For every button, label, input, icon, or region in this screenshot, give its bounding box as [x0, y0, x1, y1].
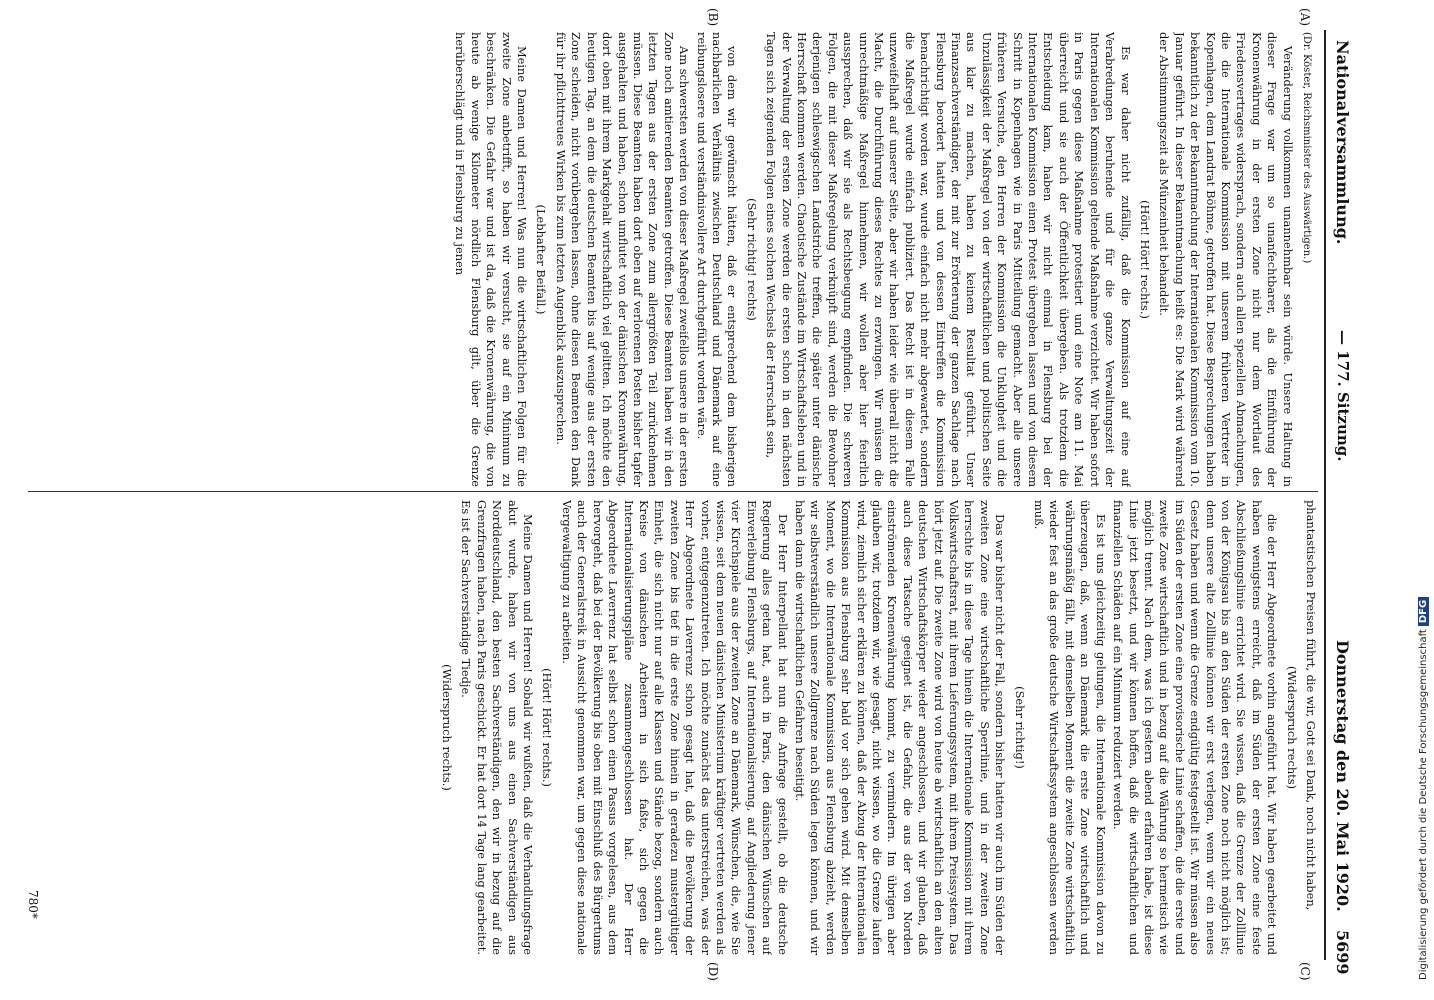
paragraph: Meine Damen und Herren! Sobald wir wußten, daß die Verhandlungsfrage akut wurde, haben wir von uns aus einen Sachverständigen aus Norddeutschland, den besten Sachverständigen, den wir in bezug auf die Grenzfragen haben, nach Paris geschickt. Er hat dort 14 Tage lang gearbeitet. Es ist der Sachverständige Tiedje.	[459, 500, 536, 955]
speaker-note: (Dr. Köster, Reichsminister des Auswärtigen.)	[1301, 32, 1312, 264]
dfg-logo: DFG	[1418, 597, 1429, 626]
paragraph: Es ist uns gleichzeitig gelungen, die Internationale Kommission davon zu überzeugen, daß, wenn an Dänemark die erste Zone wirtschaftlich und währungsmäßig fällt, mit demselben Moment die zweite Zone wirtschaftlich wieder fest an das große deutsche Wirtschaftssystem angeschlossen werden muß.	[1032, 500, 1108, 955]
interjection: (Hört! Hört! rechts.)	[1137, 200, 1152, 319]
paragraph: Der Herr Interpellant hat nun die Anfrage gestellt, ob die deutsche Regierung alles getan hat, auch in Paris, den dänischen Wünschen auf Einverleibung Flensburgs, auf Internationalisierung, auf Angliederung jener vier Kirchspiele aus der zweiten Zone an Dänemark, Wünschen, die, wie Sie wissen, seit dem neuen dänischen Ministerium kräftiger vertreten werden als vorher, entgegenzutreten. Ich möchte zunächst das unterstreichen, was der Herr Abgeordnete Laverrenz schon gesagt hat, daß die Bevölkerung der zweiten Zone bis tief in die erste Zone hinein in geradezu mustergültiger Einheit, die sich nicht nur auf alle Klassen und Stände bezog, sondern auch Kreise von dänischen Arbeitern in sich faßte, sich gegen die Internationalisierungspläne zusammengeschlossen hat. Der Herr Abgeordnete Laverrenz hat selbst schon einen Passus vorgelesen, aus dem hervorgeht, daß bei der Bevölkerung bis oben mit Einschluß des Bürgertums auch der Generalstreik in Aussicht genommen war, um gegen diese nationale Vergewaltigung zu arbeiten.	[559, 500, 790, 955]
interjection: (Widerspruch rechts.)	[440, 664, 455, 791]
interjection: (Sehr richtig! rechts)	[744, 198, 759, 321]
credit-text: Digitalisierung gefördert durch die Deutsche Forschungsgemeinschaft	[1418, 629, 1429, 980]
paragraph: die der Herr Abgeordnete vorhin angeführt hat. Wir haben gearbeitet und haben wenigstens erreicht, daß im Süden der ersten Zone eine feste Abschließungslinie errichtet wird. Sie wissen, daß die Grenze der Zolllinie von der Königsau bis an den Süden der ersten Zone noch nicht möglich ist; denn unsere alte Zolllinie können wir erst verlegen, wenn wir ein neues Gesetz haben und wenn die Grenze endgültig festgestellt ist. Wir müssen also im Süden der ersten Zone eine provisorische Linie schaffen, die die erste und zweite Zone wirtschaftlich und in bezug auf die Währung so hermetisch wie möglich trennt. Nach dem, was ich gestern abend erfahren habe, ist diese Linie jetzt besetzt, und wir können hoffen, daß die wirtschaftlichen und finanziellen Schäden auf ein Minimum reduziert werden.	[1111, 500, 1280, 955]
text-column-right	[18, 500, 1318, 955]
interjection: (Lebhafter Beifall.)	[534, 204, 549, 315]
paragraph: Es war daher nicht zufällig, daß die Kommission auf eine auf Verabredungen beruhende und für die ganze Verwaltungszeit der Internationalen Kommission geltende Maßnahme verzichtet. Wir haben sofort in Paris gegen diese Maßnahme protestiert und eine Note am 11. Mai überreicht und sie auch der Öffentlichkeit übergeben. Als trotzdem die Entscheidung kam, haben wir nicht einmal in Flensburg bei der Internationalen Kommission einen Protest übergeben lassen und von diesem Schritt in Kopenhagen wie in Paris Mitteilung gemacht. Aber alle unsere früheren Versuche, den Herren der Kommission die Unklugheit und die Unzulässigkeit der Maßregel von der wirtschaftlichen und politischen Seite aus klar zu machen, haben zu keinem Resultat geführt. Unser Finanzsachverständiger, der mit zur Erörterung der ganzen Sachlage nach Flensburg beordert hatten und von dessen Eintreffen die Kommission benachrichtigt worden war, wurde einfach nicht mehr abgewartet, sondern die Maßregel wurde einfach publiziert. Das Recht ist in diesem Falle unzweifelhaft auf unserer Seite, aber wir haben leider wie überall nicht die Macht, die Durchführung dieses Rechtes zu erzwingen. Wir müssen die unrechtmäßige Maßregel hinnehmen, wir wollen aber hier feierlich aussprechen, daß wir sie als Rechtsbeugung empfinden. Die schweren Folgen, die mit dieser Maßregelung verknüpft sind, werden die Bewohner derjenigen schleswigschen Landstriche treffen, die später unter dänische Herrschaft kommen werden. Chaotische Zustände im Wirtschaftsleben und in der Verwaltung der ersten Zone werden die ersten schon in den nächsten Tagen sich zeigenden Folgen eines solchen Wechsels der Herrschaft sein,	[764, 32, 1133, 487]
interjection: (Sehr richtig!)	[1012, 686, 1027, 769]
header-date: Donnerstag den 20. Mai 1920.	[1333, 640, 1352, 912]
paragraph: Veränderung vollkommen unannehmbar sein würde. Unsere Haltung in dieser Frage war um so unanfechtbarer, als die Einführung der Kronenwährung in der ersten Zone nicht nur dem Wortlaut des Friedensvertrages widersprach, sondern auch allen speziellen Abmachungen, die die Internationale Kommission mit unserem früheren Vertreter in Kopenhagen, dem Landrat Böhme, getroffen hat. Diese Besprechungen haben bekanntlich zu der Bekanntmachung der Internationalen Kommission vom 10. Januar geführt. In dieser Bekanntmachung heißt es: Die Mark wird während der Abstimmungszeit als Münzeinheit behandelt.	[1157, 32, 1295, 487]
paragraph: Meine Damen und Herren! Was nun die wirtschaftlichen Folgen für die zweite Zone anbetrifft, so haben wir versucht, sie auf ein Minimum zu beschränken. Die Gefahr war und ist da, daß die Kronenwährung, die von heute ab wenige Kilometer nördlich Flensburg gilt, über die Grenze herüberschlägt und in Flensburg zu jenen	[453, 32, 530, 487]
margin-marker-c: (C)	[1298, 962, 1312, 981]
text-column-left	[18, 32, 1318, 487]
margin-marker-a: (A)	[1298, 8, 1312, 27]
paragraph: Am schwersten werden von dieser Maßregel zweifellos unsere in der ersten Zone noch amtierenden Beamten getroffen. Diese Beamten haben wir in den letzten Tagen aus der ersten Zone zum allergrößten Teil zurücknehmen müssen. Diese Beamten haben dort oben auf verlorenen Posten bisher tapfer ausgehalten und haben, schon umflutet von der dänischen Kronenwährung, dort oben mit ihrem Markgehalt wirtschaftlich viel gelitten. Ich möchte den heutigen Tag, an dem die deutschen Beamten bis auf wenige aus der ersten Zone scheiden, nicht vorübergehen lassen, ohne diesen Beamten den Dank für ihr pflichttreues Wirken bis zum letzten Augenblick auszusprechen.	[553, 32, 692, 487]
paragraph: Das war bisher nicht der Fall, sondern bisher hatten wir auch im Süden der zweiten Zone eine wirtschaftliche Sperrlinie, und in der zweiten Zone herrschte bis in diese Tage hinein die Internationale Kommission mit ihrem Volkswirtschaftsrat, mit ihrem Lieferungssystem, mit ihrem Preissystem. Das hört jetzt auf. Die zweite Zone wird von heute ab wirtschaftlich an den alten deutschen Wirtschaftskörper wieder angeschlossen, und wir glauben, daß auch diese Tatsache geeignet ist, die Gefahr, die aus der von Norden einströmenden Kronenwährung kommt, zu vermindern. Im übrigen aber glauben wir, trotzdem wir, wie gesagt, nicht wissen, wo die Grenze laufen wird, ziemlich sicher erklären zu können, daß der Abzug der Internationalen Kommission aus Flensburg sehr bald vor sich gehen wird. Mit demselben Moment, wo die Internationale Kommission aus Flensburg abzieht, werden wir selbstverständlich unsere Zollgrenze nach Süden legen können, und wir haben dann die wirtschaftlichen Gefahren beseitigt.	[793, 500, 1008, 955]
margin-marker-d: (D)	[706, 962, 720, 981]
interjection: (Hört! Hört! rechts.)	[540, 668, 555, 787]
header-session: — 177. Sitzung.	[1334, 330, 1352, 462]
header-page-number: 5699	[1333, 930, 1352, 975]
column-divider	[28, 491, 1318, 492]
paragraph: phantastischen Preisen führt, die wir, Gott sei Dank, noch nicht haben,	[1304, 500, 1318, 911]
header-title: Nationalversammlung.	[1333, 40, 1352, 245]
paragraph: von dem wir gewünscht hätten, daß er entsprechend dem bisherigen nachbarlichen Verhältnis zwischen Deutschland und Dänemark auf eine reibungslosere und verständnisvollere Art durchgeführt worden wäre.	[694, 32, 740, 487]
margin-marker-b: (B)	[706, 8, 720, 27]
digitization-credit	[1418, 597, 1429, 980]
header-rule	[1324, 30, 1326, 960]
interjection: (Widerspruch rechts)	[1284, 665, 1299, 790]
footer-mark: 780*	[26, 890, 40, 919]
